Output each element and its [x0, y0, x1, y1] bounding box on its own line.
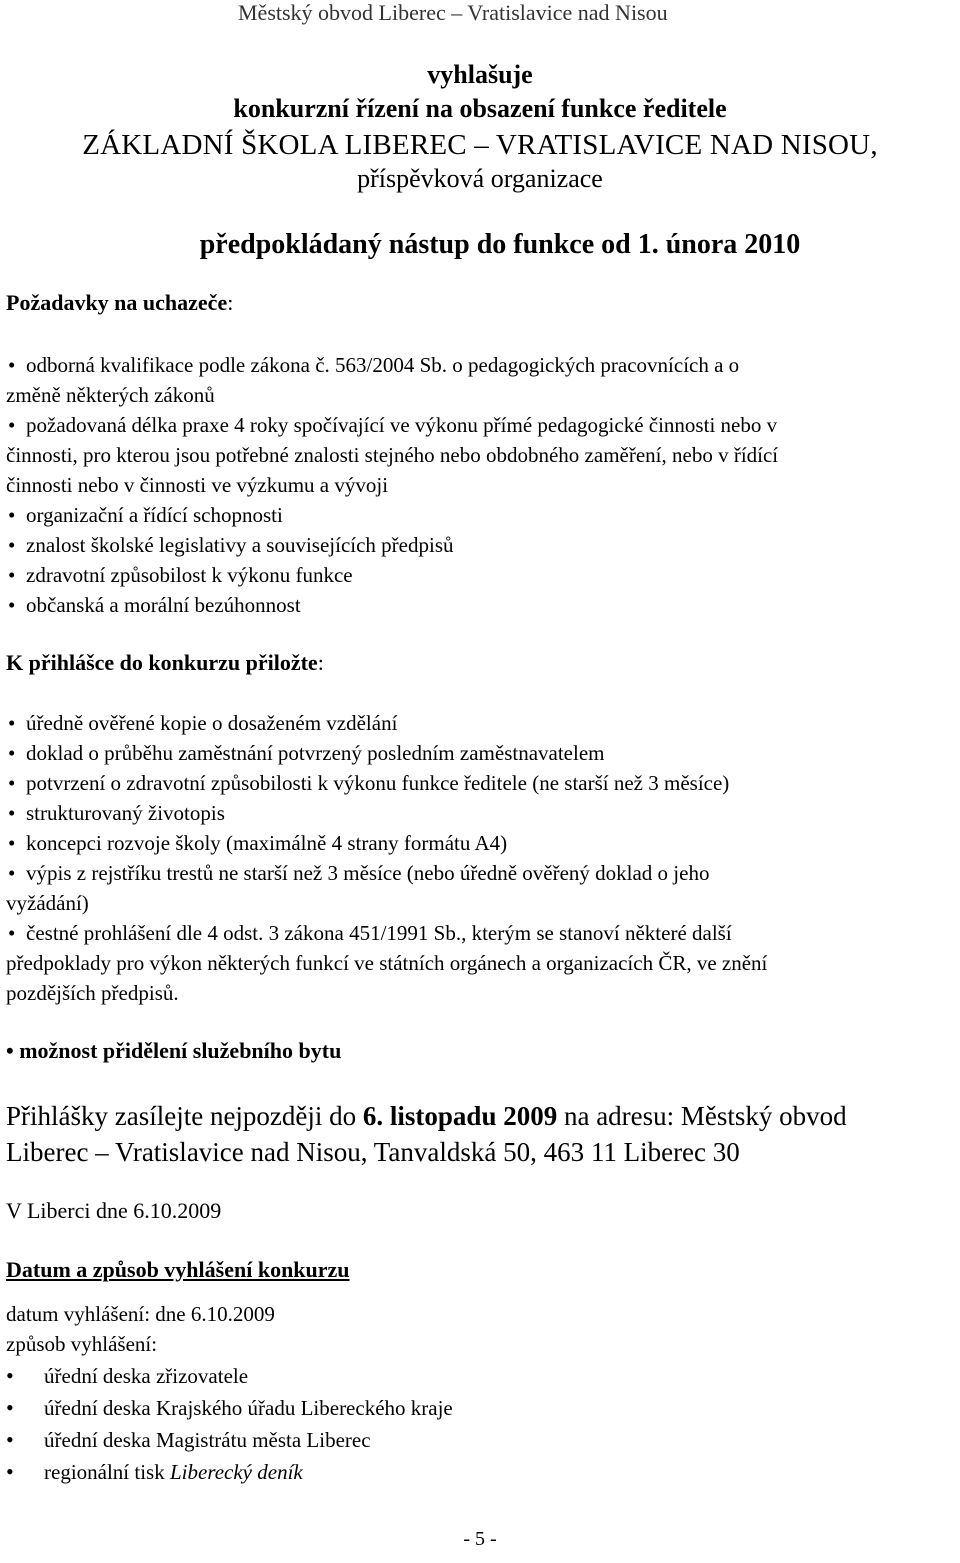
list-item: • regionální tisk Liberecký deník [6, 1456, 453, 1488]
bullet-icon: • [8, 771, 16, 795]
housing-text: možnost přidělení služebního bytu [19, 1038, 342, 1063]
attachments-heading-text: K přihlášce do konkurzu přiložte [6, 650, 318, 675]
list-item: • čestné prohlášení dle 4 odst. 3 zákona 451/1991 Sb., kterým se stanoví některé další [6, 918, 956, 948]
announcement-methods-list [6, 1360, 453, 1488]
list-item: • požadovaná délka praxe 4 roky spočívající ve výkonu přímé pedagogické činnosti nebo v [6, 410, 956, 440]
list-item-continuation: činnosti nebo v činnosti ve výzkumu a vývoji [6, 473, 389, 497]
title-competition: konkurzní řízení na obsazení funkce ředitele [233, 94, 727, 123]
deadline-address: Liberec – Vratislavice nad Nisou, Tanvaldská 50, 463 11 Liberec 30 [6, 1137, 740, 1167]
list-item: • doklad o průběhu zaměstnání potvrzený posledním zaměstnavatelem [6, 738, 956, 768]
list-item-continuation: vyžádání) [6, 891, 89, 915]
list-item: • výpis z rejstříku trestů ne starší než 3 měsíce (nebo úředně ověřený doklad o jeho [6, 858, 956, 888]
list-item-continuation: předpoklady pro výkon některých funkcí ve státních orgánech a organizacích ČR, ve znění [6, 951, 768, 975]
list-item-continuation: činnosti, pro kterou jsou potřebné znalosti stejného nebo obdobného zaměření, nebo v řídící [6, 443, 779, 467]
requirements-heading-text: Požadavky na uchazeče [6, 290, 228, 315]
bullet-icon: • [8, 413, 16, 437]
housing-item [6, 1038, 341, 1064]
bullet-icon: • [6, 1427, 14, 1452]
list-item: • úředně ověřené kopie o dosaženém vzdělání [6, 708, 956, 738]
bullet-icon: • [8, 861, 16, 885]
list-item: • potvrzení o zdravotní způsobilosti k výkonu funkce ředitele (ne starší než 3 měsíce) [6, 768, 956, 798]
deadline-date: 6. listopadu 2009 [362, 1101, 558, 1131]
bullet-icon: • [6, 1459, 14, 1484]
title-school-name: ZÁKLADNÍ ŠKOLA LIBEREC – VRATISLAVICE NAD NISOU, [82, 129, 878, 161]
bullet-icon: • [8, 533, 16, 557]
list-item: • koncepci rozvoje školy (maximálně 4 strany formátu A4) [6, 828, 956, 858]
announcement-method-label: způsob vyhlášení: [6, 1332, 158, 1356]
requirements-list [6, 350, 956, 620]
list-item: • občanská a morální bezúhonnost [6, 590, 956, 620]
list-item-continuation: změně některých zákonů [6, 383, 215, 407]
bullet-icon: • [8, 801, 16, 825]
bullet-icon: • [8, 563, 16, 587]
requirements-heading-colon: : [227, 290, 234, 315]
list-item: • úřední deska Magistrátu města Liberec [6, 1424, 453, 1456]
bullet-icon: • [8, 921, 16, 945]
place-date: V Liberci dne 6.10.2009 [6, 1198, 222, 1223]
page-header: Městský obvod Liberec – Vratislavice nad Nisou [238, 0, 668, 25]
bullet-icon: • [8, 831, 16, 855]
attachments-heading [6, 650, 324, 676]
attachments-heading-colon: : [317, 650, 324, 675]
list-item: • odborná kvalifikace podle zákona č. 563/2004 Sb. o pedagogických pracovnících a o [6, 350, 956, 380]
bullet-icon: • [6, 1363, 14, 1388]
list-item-continuation: pozdějších předpisů. [6, 981, 179, 1005]
start-date-line: předpokládaný nástup do funkce od 1. února 2010 [199, 229, 801, 260]
list-item: • znalost školské legislativy a souvisejících předpisů [6, 530, 956, 560]
title-announces: vyhlašuje [427, 60, 533, 89]
page-number: - 5 - [463, 1528, 497, 1550]
list-item: • organizační a řídící schopnosti [6, 500, 956, 530]
bullet-icon: • [6, 1038, 14, 1063]
attachments-list [6, 708, 956, 1008]
bullet-icon: • [8, 503, 16, 527]
announcement-heading: Datum a způsob vyhlášení konkurzu [6, 1257, 350, 1282]
bullet-icon: • [8, 353, 16, 377]
bullet-icon: • [8, 593, 16, 617]
bullet-icon: • [6, 1395, 14, 1420]
bullet-icon: • [8, 741, 16, 765]
list-item: • strukturovaný životopis [6, 798, 956, 828]
deadline-paragraph: Přihlášky zasílejte nejpozději do 6. listopadu 2009 na adresu: Městský obvod Liberec – Vratislavice nad Nisou, Tanvaldská 50, 463 11 Liberec 30 [6, 1101, 847, 1167]
list-item: • úřední deska Krajského úřadu Libereckého kraje [6, 1392, 453, 1424]
requirements-heading [6, 290, 233, 316]
newspaper-name: Liberecký deník [169, 1460, 303, 1484]
bullet-icon: • [8, 711, 16, 735]
list-item: • úřední deska zřizovatele [6, 1360, 453, 1392]
title-organization-type: příspěvková organizace [357, 164, 603, 193]
announcement-date: datum vyhlášení: dne 6.10.2009 [6, 1302, 275, 1326]
list-item: • zdravotní způsobilost k výkonu funkce [6, 560, 956, 590]
